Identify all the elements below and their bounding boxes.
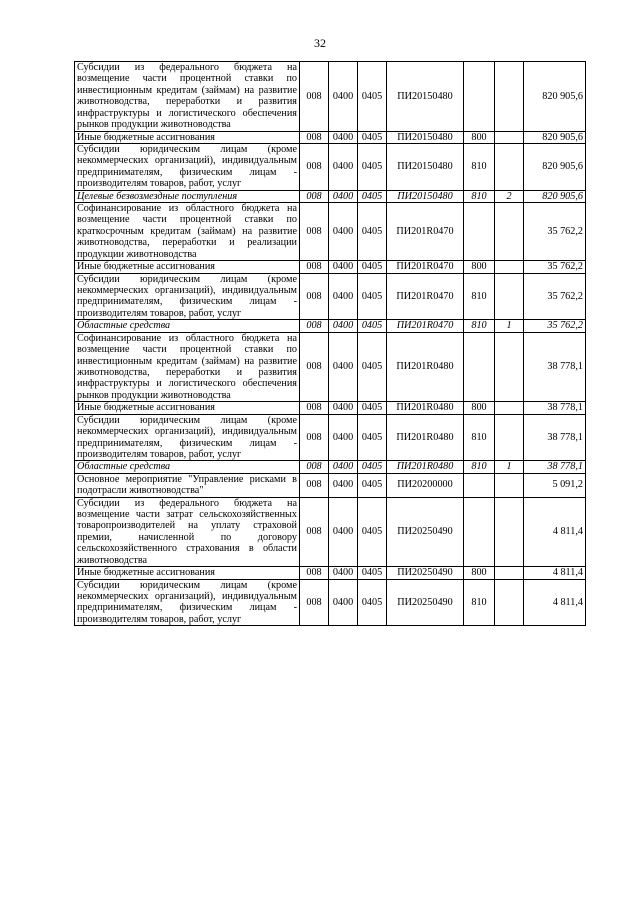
table-row bbox=[75, 567, 586, 579]
expense-type-code: 810 bbox=[464, 273, 495, 320]
section-code: 0400 bbox=[329, 497, 358, 567]
target-article-code: ПИ20200000 bbox=[387, 473, 464, 497]
amount-value: 820 905,6 bbox=[524, 143, 586, 190]
table-row bbox=[75, 402, 586, 414]
subsection-code: 0405 bbox=[358, 414, 387, 461]
ministry-code: 008 bbox=[300, 332, 329, 402]
table-row bbox=[75, 473, 586, 497]
amount-value: 38 778,1 bbox=[524, 402, 586, 414]
ministry-code: 008 bbox=[300, 62, 329, 132]
amount-value: 35 762,2 bbox=[524, 273, 586, 320]
section-code: 0400 bbox=[329, 567, 358, 579]
section-code: 0400 bbox=[329, 332, 358, 402]
section-code: 0400 bbox=[329, 402, 358, 414]
expense-type-code bbox=[464, 203, 495, 261]
target-article-code: ПИ201R0470 bbox=[387, 273, 464, 320]
table-row bbox=[75, 273, 586, 320]
ministry-code: 008 bbox=[300, 579, 329, 626]
ministry-code: 008 bbox=[300, 567, 329, 579]
amount-value: 35 762,2 bbox=[524, 203, 586, 261]
table-row bbox=[75, 131, 586, 143]
expense-type-code: 810 bbox=[464, 461, 495, 473]
table-row bbox=[75, 579, 586, 626]
target-article-code: ПИ20150480 bbox=[387, 190, 464, 202]
table-row bbox=[75, 143, 586, 190]
ministry-code: 008 bbox=[300, 497, 329, 567]
amount-value: 820 905,6 bbox=[524, 62, 586, 132]
section-code: 0400 bbox=[329, 62, 358, 132]
expense-type-code: 810 bbox=[464, 190, 495, 202]
ministry-code: 008 bbox=[300, 320, 329, 332]
expense-type-code: 800 bbox=[464, 402, 495, 414]
subsection-code: 0405 bbox=[358, 273, 387, 320]
funding-source-code bbox=[495, 62, 524, 132]
table-row bbox=[75, 332, 586, 402]
funding-source-code bbox=[495, 473, 524, 497]
section-code: 0400 bbox=[329, 461, 358, 473]
amount-value: 35 762,2 bbox=[524, 320, 586, 332]
subsection-code: 0405 bbox=[358, 473, 387, 497]
expense-type-code: 810 bbox=[464, 143, 495, 190]
table-row bbox=[75, 203, 586, 261]
row-name: Субсидии из федерального бюджета на возмещение части процентной ставки по инвестиционным кредитам (займам) на развитие животноводства, переработки и развития инфраструктуры и логистического обеспечения рынков продукции животноводства bbox=[75, 62, 300, 132]
section-code: 0400 bbox=[329, 203, 358, 261]
subsection-code: 0405 bbox=[358, 143, 387, 190]
subsection-code: 0405 bbox=[358, 62, 387, 132]
row-name: Субсидии юридическим лицам (кроме некоммерческих организаций), индивидуальным предпринимателям, физическим лицам - производителям товаров, работ, услуг bbox=[75, 143, 300, 190]
row-name: Основное мероприятие "Управление рисками в подотрасли животноводства" bbox=[75, 473, 300, 497]
target-article-code: ПИ201R0470 bbox=[387, 261, 464, 273]
row-name: Субсидии юридическим лицам (кроме некоммерческих организаций), индивидуальным предпринимателям, физическим лицам - производителям товаров, работ, услуг bbox=[75, 273, 300, 320]
section-code: 0400 bbox=[329, 261, 358, 273]
target-article-code: ПИ201R0480 bbox=[387, 332, 464, 402]
expense-type-code bbox=[464, 497, 495, 567]
row-name: Областные средства bbox=[75, 320, 300, 332]
target-article-code: ПИ20250490 bbox=[387, 497, 464, 567]
ministry-code: 008 bbox=[300, 273, 329, 320]
subsection-code: 0405 bbox=[358, 190, 387, 202]
ministry-code: 008 bbox=[300, 261, 329, 273]
row-name: Целевые безвозмездные поступления bbox=[75, 190, 300, 202]
funding-source-code bbox=[495, 273, 524, 320]
ministry-code: 008 bbox=[300, 143, 329, 190]
ministry-code: 008 bbox=[300, 473, 329, 497]
ministry-code: 008 bbox=[300, 402, 329, 414]
row-name: Субсидии юридическим лицам (кроме некоммерческих организаций), индивидуальным предпринимателям, физическим лицам - производителям товаров, работ, услуг bbox=[75, 414, 300, 461]
subsection-code: 0405 bbox=[358, 320, 387, 332]
amount-value: 4 811,4 bbox=[524, 567, 586, 579]
table-row bbox=[75, 497, 586, 567]
row-name: Иные бюджетные ассигнования bbox=[75, 131, 300, 143]
target-article-code: ПИ20150480 bbox=[387, 131, 464, 143]
ministry-code: 008 bbox=[300, 461, 329, 473]
subsection-code: 0405 bbox=[358, 261, 387, 273]
expense-type-code bbox=[464, 62, 495, 132]
funding-source-code: 1 bbox=[495, 461, 524, 473]
target-article-code: ПИ20250490 bbox=[387, 579, 464, 626]
funding-source-code bbox=[495, 332, 524, 402]
target-article-code: ПИ20150480 bbox=[387, 62, 464, 132]
amount-value: 38 778,1 bbox=[524, 461, 586, 473]
funding-source-code: 2 bbox=[495, 190, 524, 202]
expense-type-code bbox=[464, 473, 495, 497]
section-code: 0400 bbox=[329, 414, 358, 461]
subsection-code: 0405 bbox=[358, 579, 387, 626]
section-code: 0400 bbox=[329, 143, 358, 190]
target-article-code: ПИ20250490 bbox=[387, 567, 464, 579]
row-name: Софинансирование из областного бюджета на возмещение части процентной ставки по краткосрочным кредитам (займам) на развитие животноводства, переработки и реализации продукции животноводства bbox=[75, 203, 300, 261]
target-article-code: ПИ201R0470 bbox=[387, 203, 464, 261]
row-name: Субсидии юридическим лицам (кроме некоммерческих организаций), индивидуальным предпринимателям, физическим лицам - производителям товаров, работ, услуг bbox=[75, 579, 300, 626]
subsection-code: 0405 bbox=[358, 203, 387, 261]
amount-value: 35 762,2 bbox=[524, 261, 586, 273]
expense-type-code: 800 bbox=[464, 261, 495, 273]
ministry-code: 008 bbox=[300, 131, 329, 143]
funding-source-code bbox=[495, 203, 524, 261]
ministry-code: 008 bbox=[300, 203, 329, 261]
amount-value: 820 905,6 bbox=[524, 131, 586, 143]
subsection-code: 0405 bbox=[358, 461, 387, 473]
expense-type-code: 800 bbox=[464, 567, 495, 579]
amount-value: 4 811,4 bbox=[524, 497, 586, 567]
target-article-code: ПИ201R0470 bbox=[387, 320, 464, 332]
amount-value: 4 811,4 bbox=[524, 579, 586, 626]
target-article-code: ПИ201R0480 bbox=[387, 414, 464, 461]
funding-source-code bbox=[495, 261, 524, 273]
page-number: 32 bbox=[314, 36, 326, 50]
row-name: Иные бюджетные ассигнования bbox=[75, 567, 300, 579]
ministry-code: 008 bbox=[300, 190, 329, 202]
expense-type-code: 810 bbox=[464, 579, 495, 626]
ministry-code: 008 bbox=[300, 414, 329, 461]
expense-type-code: 800 bbox=[464, 131, 495, 143]
expense-type-code bbox=[464, 332, 495, 402]
row-name: Иные бюджетные ассигнования bbox=[75, 402, 300, 414]
subsection-code: 0405 bbox=[358, 131, 387, 143]
subsection-code: 0405 bbox=[358, 497, 387, 567]
table-row bbox=[75, 62, 586, 132]
section-code: 0400 bbox=[329, 190, 358, 202]
section-code: 0400 bbox=[329, 473, 358, 497]
target-article-code: ПИ201R0480 bbox=[387, 402, 464, 414]
subsection-code: 0405 bbox=[358, 332, 387, 402]
funding-source-code bbox=[495, 414, 524, 461]
table-row bbox=[75, 461, 586, 473]
funding-source-code bbox=[495, 497, 524, 567]
table-row bbox=[75, 414, 586, 461]
row-name: Субсидии из федерального бюджета на возмещение части затрат сельскохозяйственных товаропроизводителей на уплату страховой премии, начисленной по договору сельскохозяйственного страхования в области животноводства bbox=[75, 497, 300, 567]
row-name: Областные средства bbox=[75, 461, 300, 473]
row-name: Иные бюджетные ассигнования bbox=[75, 261, 300, 273]
amount-value: 5 091,2 bbox=[524, 473, 586, 497]
section-code: 0400 bbox=[329, 273, 358, 320]
subsection-code: 0405 bbox=[358, 402, 387, 414]
funding-source-code bbox=[495, 567, 524, 579]
funding-source-code bbox=[495, 143, 524, 190]
section-code: 0400 bbox=[329, 579, 358, 626]
amount-value: 820 905,6 bbox=[524, 190, 586, 202]
expense-type-code: 810 bbox=[464, 414, 495, 461]
amount-value: 38 778,1 bbox=[524, 414, 586, 461]
funding-source-code bbox=[495, 131, 524, 143]
table-row bbox=[75, 190, 586, 202]
funding-source-code bbox=[495, 579, 524, 626]
section-code: 0400 bbox=[329, 131, 358, 143]
row-name: Софинансирование из областного бюджета на возмещение части процентной ставки по инвестиционным кредитам (займам) на развитие животноводства, переработки и развития инфраструктуры и логистического обеспечения рынков продукции животноводства bbox=[75, 332, 300, 402]
funding-source-code: 1 bbox=[495, 320, 524, 332]
subsection-code: 0405 bbox=[358, 567, 387, 579]
target-article-code: ПИ201R0480 bbox=[387, 461, 464, 473]
section-code: 0400 bbox=[329, 320, 358, 332]
table-row bbox=[75, 320, 586, 332]
target-article-code: ПИ20150480 bbox=[387, 143, 464, 190]
amount-value: 38 778,1 bbox=[524, 332, 586, 402]
funding-source-code bbox=[495, 402, 524, 414]
expense-type-code: 810 bbox=[464, 320, 495, 332]
budget-table bbox=[74, 61, 586, 626]
table-row bbox=[75, 261, 586, 273]
